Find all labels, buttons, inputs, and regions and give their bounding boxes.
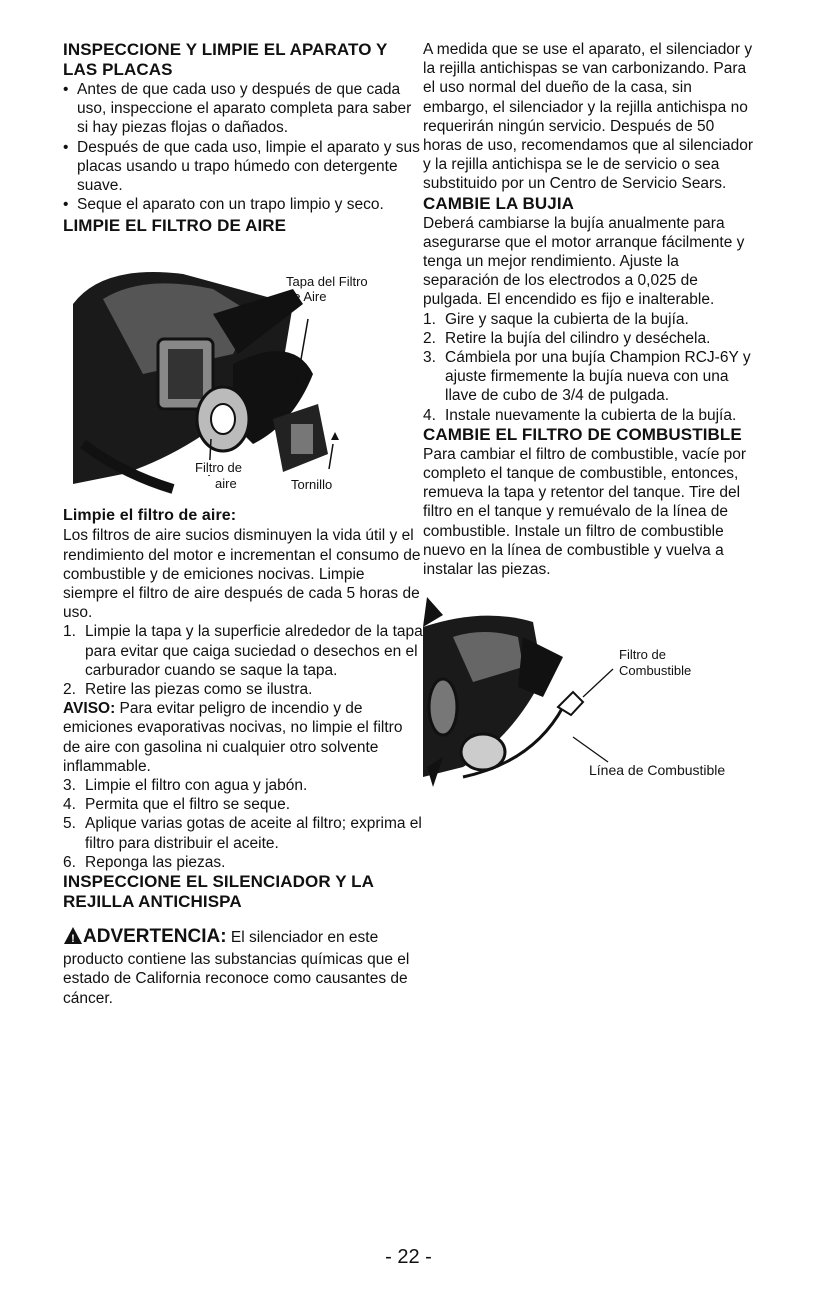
spark-plug-steps: [423, 310, 753, 425]
step-item: 4. Permita que el filtro se seque.: [63, 796, 291, 814]
right-column: [423, 40, 753, 787]
step-item: 6. Reponga las piezas.: [63, 853, 226, 871]
label-screw: Tornillo: [291, 477, 333, 493]
fuel-filter-paragraph: Para cambiar el filtro de combustible, vacíe por completo el tanque de combustible, entonces, remueva la tapa y retentor del tanque. Tire del filtro en el tanque y remuévalo de la línea de combustible. Instale un filtro de combustible nuevo en la línea de combustible y vuelva a instalar las piezas.: [423, 445, 747, 579]
notice-paragraph: AVISO: Para evitar peligro de incendio y de emiciones evaporativas nocivas, no limpie el filtro de aire con gasolina ni cualquier otro solvente inflammable.: [63, 700, 403, 775]
subheading-clean-air-filter: Limpie el filtro de aire:: [63, 507, 237, 525]
fuel-filter-figure: [423, 587, 753, 787]
step-item: 3. Cámbiela por una bujía Champion RCJ-6Y y ajuste firmemente la bujía nueva con una llave de cubo de 3/4 de pulgada.: [423, 349, 751, 405]
label-air-filter-cover: Tapa del Filtro de Aire: [286, 274, 368, 305]
label-fuel-line: Línea de Combustible: [589, 762, 726, 779]
air-filter-figure: [63, 244, 423, 506]
spark-plug-paragraph: Deberá cambiarse la bujía anualmente para asegurarse que el motor arranque fácilmente y tenga un mejor rendimiento. Ajuste la separación de los electrodos a 0,025 de pulgada. El encendido es fijo e inalterable.: [423, 214, 745, 309]
svg-text:!: !: [71, 933, 75, 946]
notice-label: AVISO:: [63, 700, 116, 718]
step-item: 4. Instale nuevamente la cubierta de la bujía.: [423, 406, 737, 424]
muffler-paragraph: A medida que se use el aparato, el silenciador y la rejilla antichispas se van carbonizando. Para el uso normal del dueño de la casa, sin embargo, el silenciador y la rejilla antichispa no requerirán ningún servicio. Después de 50 horas de uso, recomendamos que al silenciador y la rejilla antichispa se le de servicio o sea substituido por un Centro de Servicio Sears.: [423, 41, 753, 193]
label-fuel-filter-2: Combustible: [619, 663, 692, 679]
step-item: 5. Aplique varias gotas de aceite al filtro; exprima el filtro para distribuir el aceite.: [63, 815, 422, 852]
label-air-filter-1: Filtro de: [195, 460, 242, 476]
warning-paragraph: ! ADVERTENCIA: El silenciador en este producto contiene las substancias químicas que el estado de California reconoce como causantes de cáncer.: [63, 926, 410, 1007]
label-air-filter-2: aire: [215, 476, 237, 492]
step-item: 1. Limpie la tapa y la superficie alrededor de la tapa para evitar que caiga suciedad o desechos en el carburador cuando se saque la tapa.: [63, 623, 423, 679]
bullet-item: • Después de que cada uso, limpie el aparato y sus placas usando u trapo húmedo con detergente suave.: [63, 138, 423, 196]
left-column: [63, 40, 423, 1008]
bullet-item: • Antes de que cada uso y después de que cada uso, inspeccione el aparato completa para saber si hay piezas flojas o dañados.: [63, 80, 423, 138]
step-item: 2. Retire la bujía del cilindro y deséchela.: [423, 329, 711, 347]
air-filter-paragraph: Los filtros de aire sucios disminuyen la vida útil y el rendimiento del motor e incrementan el consumo de combustible y de emiciones nocivas. Limpie siempre el filtro de aire después de cada 5 horas de uso.: [63, 527, 421, 622]
inspect-bullet-list: [63, 80, 423, 214]
heading-clean-air-filter: LIMPIE EL FILTRO DE AIRE: [63, 216, 287, 236]
fuel-filter-illustration: [423, 587, 753, 787]
air-filter-steps-b: [63, 776, 423, 872]
warning-label: ADVERTENCIA:: [83, 926, 227, 948]
warning-triangle-icon: [63, 926, 83, 950]
heading-fuel-filter: CAMBIE EL FILTRO DE COMBUSTIBLE: [423, 424, 742, 444]
heading-spark-plug: CAMBIE LA BUJIA: [423, 193, 575, 213]
step-item: 1. Gire y saque la cubierta de la bujía.: [423, 310, 689, 328]
heading-inspect-clean: INSPECCIONE Y LIMPIE EL APARATO Y LAS PLACAS: [63, 40, 388, 79]
label-fuel-filter-1: Filtro de: [619, 647, 666, 663]
heading-inspect-muffler: INSPECCIONE EL SILENCIADOR Y LA REJILLA ANTICHISPA: [63, 872, 374, 912]
page-number: - 22 -: [385, 1246, 432, 1268]
air-filter-steps-a: [63, 622, 423, 699]
bullet-item: • Seque el aparato con un trapo limpio y seco.: [63, 195, 423, 214]
step-item: 3. Limpie el filtro con agua y jabón.: [63, 777, 308, 795]
step-item: 2. Retire las piezas como se ilustra.: [63, 681, 313, 699]
